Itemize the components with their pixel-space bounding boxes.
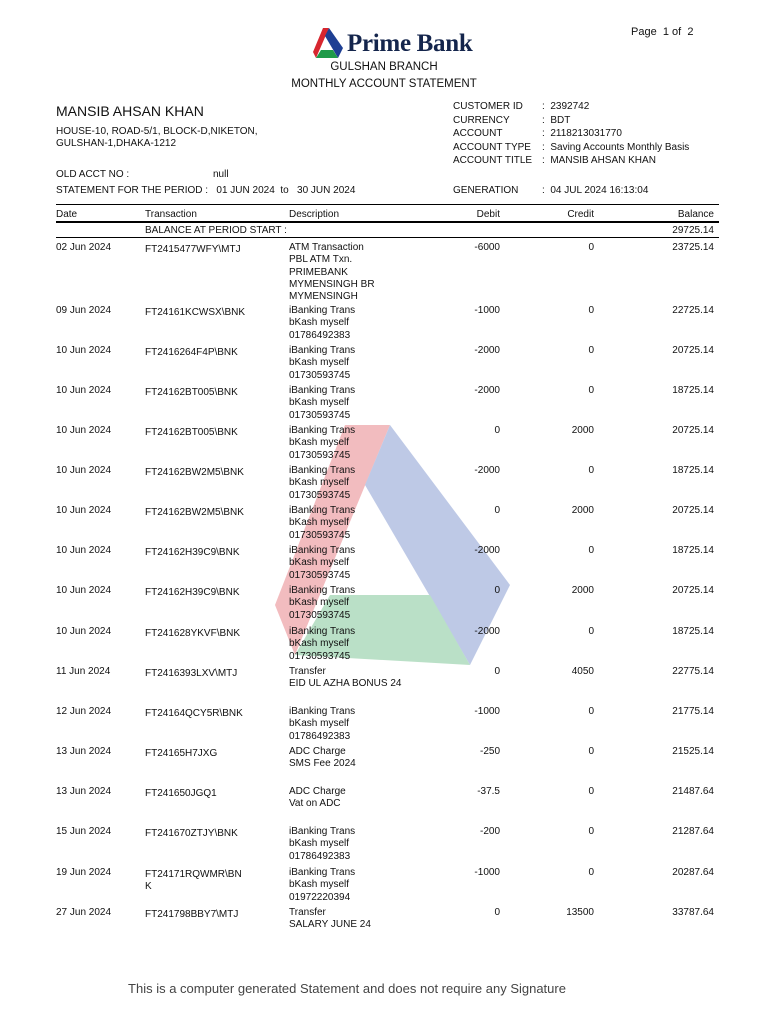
row-balance: 18725.14 bbox=[672, 545, 714, 556]
row-debit: -6000 bbox=[474, 242, 500, 253]
description-line: iBanking Trans bbox=[289, 465, 356, 476]
info-label: CURRENCY bbox=[453, 115, 510, 126]
row-debit: -200 bbox=[479, 826, 500, 837]
row-transaction: FT24162BW2M5\BNK bbox=[145, 507, 244, 518]
row-debit: -250 bbox=[479, 746, 500, 757]
row-debit: -2000 bbox=[474, 345, 500, 356]
description-line: 01786492383 bbox=[289, 329, 351, 341]
info-label: ACCOUNT bbox=[453, 128, 503, 139]
description-line: iBanking Trans bbox=[289, 626, 356, 637]
row-credit: 0 bbox=[588, 826, 594, 837]
description-line: ATM Transaction bbox=[289, 242, 364, 253]
header-date: Date bbox=[56, 209, 78, 220]
header-credit: Credit bbox=[567, 209, 594, 220]
row-transaction: FT24171RQWMR\BN K bbox=[145, 869, 242, 892]
row-balance: 20725.14 bbox=[672, 345, 714, 356]
row-credit: 0 bbox=[588, 345, 594, 356]
description-line: SMS Fee 2024 bbox=[289, 758, 356, 770]
statement-period bbox=[56, 185, 355, 196]
row-description bbox=[289, 626, 355, 663]
info-value: : BDT bbox=[542, 115, 571, 126]
row-credit: 0 bbox=[588, 465, 594, 476]
row-balance: 22775.14 bbox=[672, 666, 714, 677]
row-credit: 2000 bbox=[571, 505, 594, 516]
row-transaction: FT241650JGQ1 bbox=[145, 788, 217, 799]
row-description bbox=[289, 585, 355, 622]
page-total: 2 bbox=[687, 26, 694, 38]
description-line: ADC Charge bbox=[289, 786, 346, 797]
account-title: MANSIB AHSAN KHAN bbox=[550, 155, 656, 166]
statement-title: MONTHLY ACCOUNT STATEMENT bbox=[291, 78, 477, 90]
description-line: iBanking Trans bbox=[289, 345, 356, 356]
row-balance: 18725.14 bbox=[672, 465, 714, 476]
old-acct-label: OLD ACCT NO : bbox=[56, 169, 130, 180]
row-date: 10 Jun 2024 bbox=[56, 425, 112, 436]
generation-date: 04 JUL 2024 16:13:04 bbox=[550, 185, 649, 196]
bank-logo-icon bbox=[313, 28, 343, 60]
bank-logo bbox=[313, 26, 472, 62]
row-credit: 0 bbox=[588, 786, 594, 797]
row-date: 13 Jun 2024 bbox=[56, 786, 112, 797]
description-line: bKash myself bbox=[289, 718, 350, 730]
description-line: bKash myself bbox=[289, 477, 350, 489]
row-debit: 0 bbox=[494, 666, 500, 677]
row-credit: 2000 bbox=[571, 425, 594, 436]
customer-id: 2392742 bbox=[550, 101, 590, 112]
description-line: bKash myself bbox=[289, 557, 350, 569]
row-description bbox=[289, 385, 355, 422]
row-debit: -2000 bbox=[474, 545, 500, 556]
row-credit: 0 bbox=[588, 385, 594, 396]
row-description bbox=[289, 425, 355, 462]
description-line: 01730593745 bbox=[289, 650, 351, 662]
row-transaction: FT241798BBY7\MTJ bbox=[145, 909, 239, 920]
description-line: SALARY JUNE 24 bbox=[289, 919, 371, 931]
row-transaction: FT24162BT005\BNK bbox=[145, 387, 238, 398]
opening-rule bbox=[56, 237, 719, 238]
header-debit: Debit bbox=[476, 209, 500, 220]
table-top-rule bbox=[56, 204, 719, 205]
row-transaction: FT24162H39C9\BNK bbox=[145, 587, 240, 598]
row-credit: 13500 bbox=[566, 907, 594, 918]
description-line: bKash myself bbox=[289, 397, 350, 409]
description-line: 01730593745 bbox=[289, 409, 351, 421]
description-line: iBanking Trans bbox=[289, 385, 356, 396]
period-label: STATEMENT FOR THE PERIOD : bbox=[56, 185, 209, 196]
description-line: 01730593745 bbox=[289, 609, 351, 621]
customer-name: MANSIB AHSAN KHAN bbox=[56, 103, 204, 119]
row-debit: -1000 bbox=[474, 706, 500, 717]
info-label: ACCOUNT TITLE bbox=[453, 155, 533, 166]
address-line-1: HOUSE-10, ROAD-5/1, BLOCK-D,NIKETON, bbox=[56, 126, 258, 137]
row-transaction: FT241628YKVF\BNK bbox=[145, 628, 241, 639]
row-transaction: FT2416393LXV\MTJ bbox=[145, 668, 238, 679]
row-description bbox=[289, 826, 355, 863]
row-description bbox=[289, 465, 355, 502]
row-description bbox=[289, 706, 355, 743]
page-indicator bbox=[631, 26, 693, 38]
page-label: Page bbox=[631, 26, 657, 38]
info-value: : Saving Accounts Monthly Basis bbox=[542, 142, 690, 153]
row-credit: 2000 bbox=[571, 585, 594, 596]
row-date: 10 Jun 2024 bbox=[56, 545, 112, 556]
row-description bbox=[289, 345, 355, 382]
row-date: 13 Jun 2024 bbox=[56, 746, 112, 757]
row-debit: 0 bbox=[494, 585, 500, 596]
row-description bbox=[289, 867, 355, 904]
row-balance: 33787.64 bbox=[672, 907, 714, 918]
description-line: bKash myself bbox=[289, 597, 350, 609]
page-of: of bbox=[672, 26, 682, 38]
row-date: 10 Jun 2024 bbox=[56, 505, 112, 516]
row-debit: -1000 bbox=[474, 867, 500, 878]
account-number: 2118213031770 bbox=[550, 128, 622, 139]
description-line: PRIMEBANK bbox=[289, 266, 348, 278]
row-credit: 0 bbox=[588, 706, 594, 717]
description-line: bKash myself bbox=[289, 838, 350, 850]
row-credit: 0 bbox=[588, 626, 594, 637]
description-line: 01786492383 bbox=[289, 850, 351, 862]
info-value: : MANSIB AHSAN KHAN bbox=[542, 155, 656, 166]
description-line: bKash myself bbox=[289, 317, 350, 329]
row-debit: 0 bbox=[494, 907, 500, 918]
header-transaction: Transaction bbox=[145, 209, 197, 220]
description-line: 01972220394 bbox=[289, 891, 351, 903]
row-transaction: FT2416264F4P\BNK bbox=[145, 347, 238, 358]
row-balance: 20725.14 bbox=[672, 425, 714, 436]
description-line: PBL ATM Txn. bbox=[289, 254, 353, 266]
row-debit: -37.5 bbox=[477, 786, 500, 797]
footer-note: This is a computer generated Statement and does not require any Signature bbox=[128, 981, 566, 996]
description-line: 01730593745 bbox=[289, 529, 351, 541]
row-transaction: FT24162BW2M5\BNK bbox=[145, 467, 244, 478]
description-line: iBanking Trans bbox=[289, 425, 356, 436]
period-from: 01 JUN 2024 bbox=[216, 185, 275, 196]
page-number: 1 bbox=[662, 26, 669, 38]
row-credit: 0 bbox=[588, 746, 594, 757]
row-debit: -2000 bbox=[474, 465, 500, 476]
description-line: ADC Charge bbox=[289, 746, 346, 757]
description-line: iBanking Trans bbox=[289, 585, 356, 596]
row-description bbox=[289, 505, 355, 542]
description-line: bKash myself bbox=[289, 437, 350, 449]
description-line: iBanking Trans bbox=[289, 706, 356, 717]
opening-balance-label: BALANCE AT PERIOD START : bbox=[145, 225, 287, 236]
row-debit: -2000 bbox=[474, 385, 500, 396]
header-balance: Balance bbox=[677, 209, 714, 220]
row-debit: -2000 bbox=[474, 626, 500, 637]
description-line: 01730593745 bbox=[289, 569, 351, 581]
row-balance: 23725.14 bbox=[672, 242, 714, 253]
row-date: 15 Jun 2024 bbox=[56, 826, 112, 837]
description-line: Vat on ADC bbox=[289, 798, 341, 810]
row-transaction: FT24165H7JXG bbox=[145, 748, 218, 759]
description-line: MYMENSINGH bbox=[289, 291, 358, 303]
row-transaction: FT24162H39C9\BNK bbox=[145, 547, 240, 558]
row-transaction: FT24162BT005\BNK bbox=[145, 427, 238, 438]
description-line: iBanking Trans bbox=[289, 867, 356, 878]
description-line: bKash myself bbox=[289, 879, 350, 891]
branch-name: GULSHAN BRANCH bbox=[330, 61, 438, 73]
generation-value: : 04 JUL 2024 16:13:04 bbox=[542, 185, 649, 196]
row-balance: 20287.64 bbox=[672, 867, 714, 878]
row-balance: 20725.14 bbox=[672, 505, 714, 516]
row-date: 10 Jun 2024 bbox=[56, 345, 112, 356]
row-balance: 18725.14 bbox=[672, 626, 714, 637]
row-date: 11 Jun 2024 bbox=[56, 666, 111, 677]
row-balance: 20725.14 bbox=[672, 585, 714, 596]
old-acct-value: null bbox=[213, 169, 229, 180]
info-label: ACCOUNT TYPE bbox=[453, 142, 531, 153]
info-label: CUSTOMER ID bbox=[453, 101, 523, 112]
description-line: bKash myself bbox=[289, 517, 350, 529]
row-date: 19 Jun 2024 bbox=[56, 867, 112, 878]
row-date: 02 Jun 2024 bbox=[56, 242, 112, 253]
row-date: 27 Jun 2024 bbox=[56, 907, 112, 918]
period-to-word: to bbox=[280, 185, 289, 196]
opening-balance-value: 29725.14 bbox=[672, 225, 714, 236]
row-transaction: FT24161KCWSX\BNK bbox=[145, 307, 246, 318]
description-line: Transfer bbox=[289, 666, 326, 677]
row-credit: 0 bbox=[588, 242, 594, 253]
row-balance: 21287.64 bbox=[672, 826, 714, 837]
row-credit: 0 bbox=[588, 545, 594, 556]
row-credit: 4050 bbox=[571, 666, 594, 677]
currency: BDT bbox=[550, 115, 571, 126]
row-description bbox=[289, 545, 355, 582]
row-transaction: FT241670ZTJY\BNK bbox=[145, 828, 238, 839]
description-line: iBanking Trans bbox=[289, 545, 356, 556]
address-line-2: GULSHAN-1,DHAKA-1212 bbox=[56, 138, 177, 149]
description-line: 01730593745 bbox=[289, 369, 351, 381]
row-balance: 21775.14 bbox=[672, 706, 714, 717]
row-balance: 21525.14 bbox=[672, 746, 714, 757]
description-line: EID UL AZHA BONUS 24 bbox=[289, 678, 402, 690]
row-date: 09 Jun 2024 bbox=[56, 305, 112, 316]
row-transaction: FT2415477WFY\MTJ bbox=[145, 244, 241, 255]
generation-label: GENERATION bbox=[453, 185, 519, 196]
description-line: bKash myself bbox=[289, 357, 350, 369]
row-description bbox=[289, 242, 375, 303]
row-date: 10 Jun 2024 bbox=[56, 626, 112, 637]
row-debit: -1000 bbox=[474, 305, 500, 316]
description-line: bKash myself bbox=[289, 638, 350, 650]
description-line: MYMENSINGH BR bbox=[289, 278, 375, 290]
row-description bbox=[289, 786, 346, 811]
row-description bbox=[289, 666, 401, 691]
row-balance: 18725.14 bbox=[672, 385, 714, 396]
row-balance: 21487.64 bbox=[672, 786, 714, 797]
row-date: 10 Jun 2024 bbox=[56, 585, 112, 596]
description-line: 01730593745 bbox=[289, 489, 351, 501]
header-rule bbox=[56, 221, 719, 223]
description-line: iBanking Trans bbox=[289, 305, 356, 316]
description-line: iBanking Trans bbox=[289, 826, 356, 837]
row-description bbox=[289, 305, 355, 342]
row-credit: 0 bbox=[588, 305, 594, 316]
row-debit: 0 bbox=[494, 505, 500, 516]
account-type: Saving Accounts Monthly Basis bbox=[550, 142, 690, 153]
period-to: 30 JUN 2024 bbox=[297, 185, 356, 196]
description-line: 01786492383 bbox=[289, 730, 351, 742]
header-description: Description bbox=[289, 209, 340, 220]
description-line: 01730593745 bbox=[289, 449, 351, 461]
row-debit: 0 bbox=[494, 425, 500, 436]
row-date: 10 Jun 2024 bbox=[56, 465, 112, 476]
row-balance: 22725.14 bbox=[672, 305, 714, 316]
description-line: iBanking Trans bbox=[289, 505, 356, 516]
info-value: : 2392742 bbox=[542, 101, 590, 112]
row-description bbox=[289, 907, 371, 932]
row-credit: 0 bbox=[588, 867, 594, 878]
info-value: : 2118213031770 bbox=[542, 128, 622, 139]
row-transaction: FT24164QCY5R\BNK bbox=[145, 708, 243, 719]
row-description bbox=[289, 746, 356, 771]
bank-name: Prime Bank bbox=[347, 30, 473, 57]
row-date: 10 Jun 2024 bbox=[56, 385, 112, 396]
description-line: Transfer bbox=[289, 907, 326, 918]
row-date: 12 Jun 2024 bbox=[56, 706, 112, 717]
